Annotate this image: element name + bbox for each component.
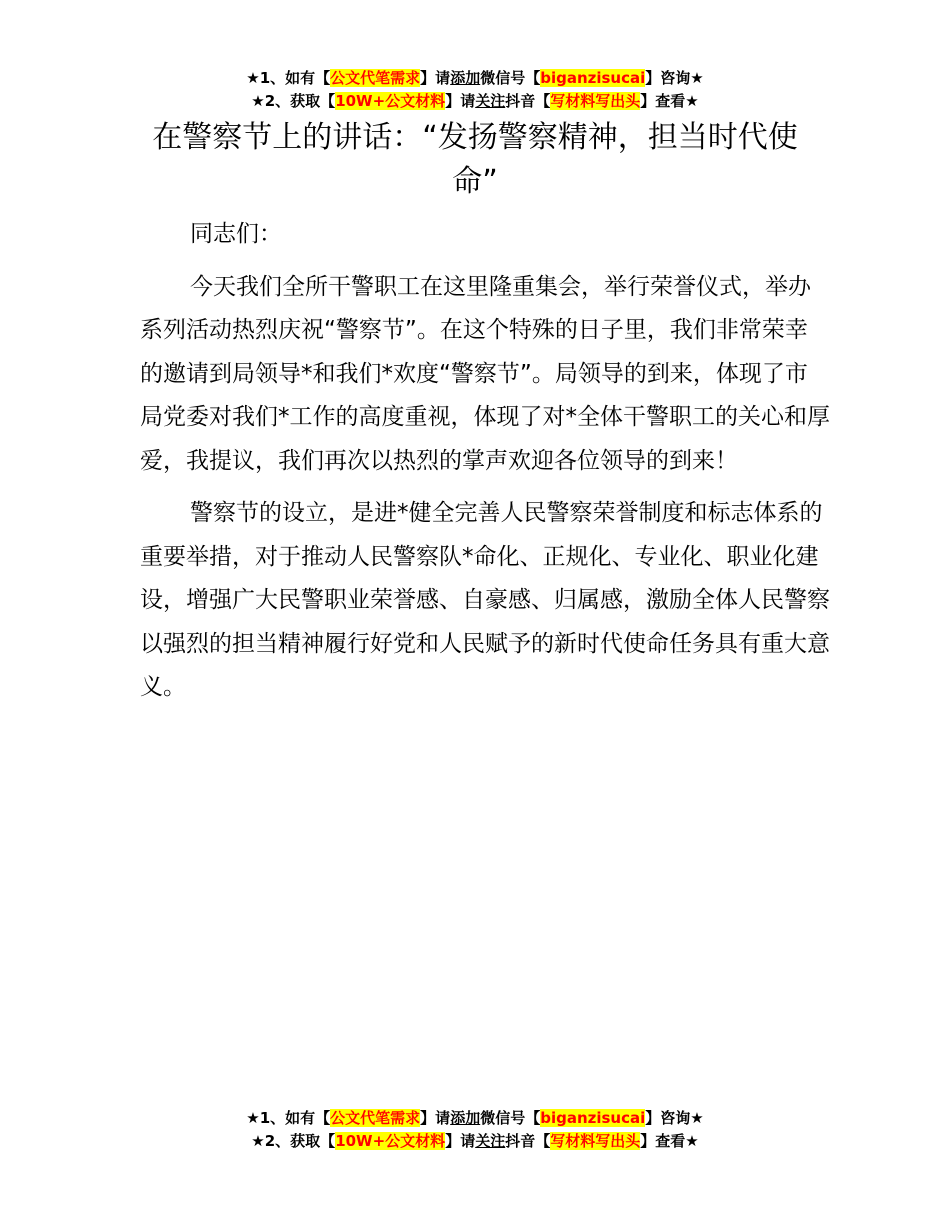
footer-banner bbox=[0, 1107, 950, 1153]
banner-text: 微信号【 bbox=[480, 1109, 541, 1127]
header-banner bbox=[0, 67, 950, 113]
banner-text: 】查看★ bbox=[640, 1132, 699, 1150]
underlined-text: 添加 bbox=[450, 69, 481, 87]
highlight-materials: 10W+公文材料 bbox=[335, 1132, 446, 1150]
greeting: 同志们： bbox=[190, 221, 282, 247]
banner-text: 】咨询★ bbox=[645, 69, 704, 87]
banner-line-1 bbox=[0, 67, 950, 90]
banner-text: 微信号【 bbox=[480, 69, 541, 87]
highlight-service: 公文代笔需求 bbox=[330, 1109, 421, 1127]
banner-text: ★2、获取【 bbox=[251, 1132, 336, 1150]
highlight-wechat-id: biganzisucai bbox=[540, 69, 646, 87]
document-title: 在警察节上的讲话：“发扬警察精神，担当时代使命” bbox=[152, 120, 798, 199]
highlight-service: 公文代笔需求 bbox=[330, 69, 421, 87]
underlined-text: 关注 bbox=[475, 1132, 506, 1150]
highlight-wechat-id: biganzisucai bbox=[540, 1109, 646, 1127]
banner-line-1 bbox=[0, 1107, 950, 1130]
highlight-douyin: 写材料写出头 bbox=[550, 1132, 641, 1150]
paragraph: 警察节的设立，是进*健全完善人民警察荣誉制度和标志体系的重要举措，对于推动人民警察队*命化、正规化、专业化、职业化建设，增强广大民警职业荣誉感、自豪感、归属感，激励全体人民警察以强烈的担当精神履行好党和人民赋予的新时代使命任务具有重大意义。 bbox=[140, 500, 830, 700]
highlight-douyin: 写材料写出头 bbox=[550, 92, 641, 110]
underlined-text: 添加 bbox=[450, 1109, 481, 1127]
banner-text: 】查看★ bbox=[640, 92, 699, 110]
banner-text: ★2、获取【 bbox=[251, 92, 336, 110]
banner-text: ★1、如有【 bbox=[246, 1109, 331, 1127]
document-body bbox=[140, 213, 830, 719]
banner-text: 】请 bbox=[445, 1132, 476, 1150]
paragraph: 今天我们全所干警职工在这里隆重集会，举行荣誉仪式，举办系列活动热烈庆祝“警察节”。在这个特殊的日子里，我们非常荣幸的邀请到局领导*和我们*欢度“警察节”。局领导的到来，体现了市局党委对我们*工作的高度重视，体现了对*全体干警职工的关心和厚爱，我提议，我们再次以热烈的掌声欢迎各位领导的到来！ bbox=[140, 273, 830, 474]
banner-line-2 bbox=[0, 1130, 950, 1153]
banner-text: 抖音【 bbox=[505, 1132, 551, 1150]
banner-text: ★1、如有【 bbox=[246, 69, 331, 87]
banner-text: 抖音【 bbox=[505, 92, 551, 110]
banner-text: 】请 bbox=[445, 92, 476, 110]
banner-text: 】咨询★ bbox=[645, 1109, 704, 1127]
banner-text: 】请 bbox=[420, 1109, 451, 1127]
highlight-materials: 10W+公文材料 bbox=[335, 92, 446, 110]
banner-line-2 bbox=[0, 90, 950, 113]
banner-text: 】请 bbox=[420, 69, 451, 87]
underlined-text: 关注 bbox=[475, 92, 506, 110]
